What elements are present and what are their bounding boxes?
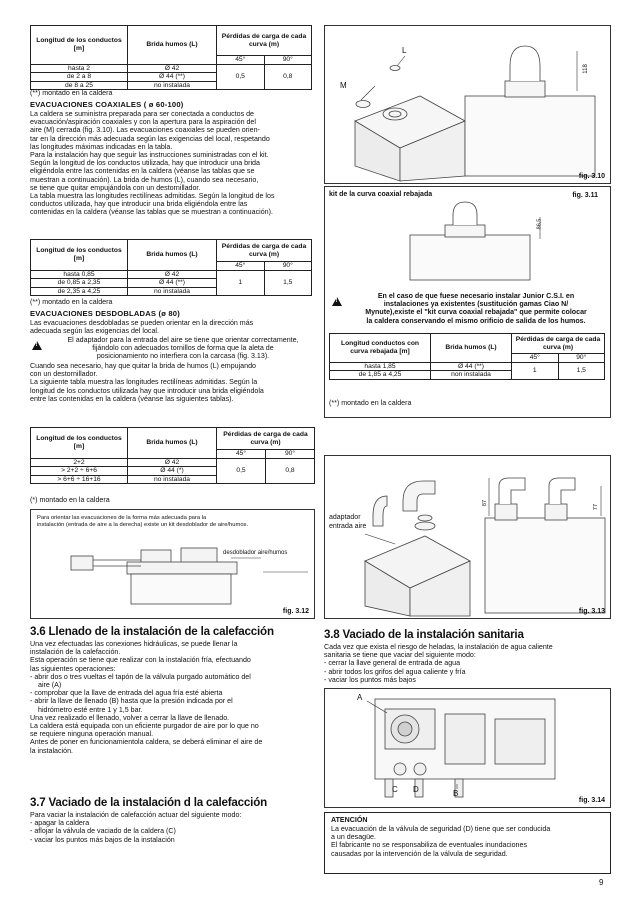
section-heading-coaxial: EVACUACIONES COAXIALES ( ø 60-100): [30, 100, 184, 109]
figure-caption: instalación (entrada de aire a la derecha) existe un kit desdoblador de aire/humos.: [37, 522, 249, 528]
warning-text: [52, 336, 314, 361]
table-footnote: (**) montado en la caldera: [329, 399, 412, 407]
label-A: A: [357, 693, 363, 702]
table-cell: no instalada: [128, 475, 217, 484]
dimension-label: 118: [582, 64, 589, 74]
col-header-90: 90°: [266, 450, 315, 459]
table-cell: > 6+6 ÷ 16+16: [31, 475, 128, 484]
text-line: Según la longitud de los conductos utilizada, hay que introducir una brida: [30, 159, 260, 168]
section-3-7-text: [30, 811, 315, 844]
section-title-3-8: 3.8 Vaciado de la instalación sanitaria: [324, 628, 524, 641]
table-cell: 1,5: [264, 270, 312, 296]
flange-table-split: [30, 427, 315, 484]
flange-table-coaxial-1: [30, 25, 312, 90]
text-line: hidrómetro esté entre 1 y 1,5 bar.: [38, 705, 143, 714]
figure-title: kit de la curva coaxial rebajada: [329, 191, 433, 198]
text-line: muestran a continuación). La brida de humos (L), cuando sea necesario,: [30, 175, 259, 184]
text-line: Las evacuaciones desdobladas se pueden orientar en la dirección más: [30, 319, 254, 327]
warning-icon: [32, 337, 42, 355]
text-line: Una vez efectuadas las conexiones hidráulicas, se puede llenar la: [30, 640, 238, 648]
figure-label-air-inlet: entrada aire: [329, 523, 367, 530]
text-line: las longitudes máximas indicadas en la tabla.: [30, 142, 173, 151]
label-M: M: [340, 81, 347, 90]
text-line: - aflojar la válvula de vaciado de la caldera (C): [30, 827, 176, 836]
text-line: sanitaria se tiene que vaciar del siguiente modo:: [324, 651, 476, 660]
text-line: El adaptador para la entrada del aire se tiene que orientar correctamente,: [67, 336, 299, 344]
table-footnote: (**) montado en la caldera: [30, 89, 113, 97]
text-line: - cerrar la llave general de entrada de agua: [324, 659, 461, 668]
table-cell: hasta 2: [31, 64, 128, 73]
col-header-45: 45°: [217, 56, 265, 65]
col-header-loss: Pérdidas de carga de cada curva (m): [512, 334, 605, 354]
attention-box: [324, 812, 611, 874]
section-3-8-text: [324, 643, 614, 684]
label-C: C: [392, 785, 398, 794]
attention-text: [331, 825, 605, 858]
text-line: - abrir la llave de llenado (B) hasta que la presión indicada por el: [30, 697, 233, 706]
text-line: En el caso de que fuese necesario instalar Junior C.S.I. en: [377, 292, 575, 300]
figure-number: fig. 3.13: [578, 608, 605, 615]
dimension-label: 86,5: [536, 218, 543, 230]
table-cell: de 1,85 a 4,25: [330, 371, 431, 380]
hydraulic-group-drawing: [325, 689, 610, 807]
section-3-6-text: [30, 640, 315, 755]
text-line: tar en la dirección más adecuada según las exigencias del local, respetando: [30, 134, 270, 143]
text-line: - apagar la caldera: [30, 819, 90, 828]
text-line: - vaciar los puntos más bajos: [324, 675, 416, 684]
text-line: La caldera se suministra preparada para ser conectada a conductos de: [30, 110, 254, 118]
text-line: se requiere ninguna operación manual.: [30, 730, 154, 739]
text-line: Para la instalación hay que seguir las instrucciones suministradas con el kit.: [30, 151, 269, 160]
figure-number: fig. 3.11: [572, 192, 598, 199]
low-bend-kit-drawing: [325, 187, 610, 297]
table-cell: Ø 44 (**): [431, 362, 512, 371]
text-line: fijándolo con adecuados tornillos de forma que la aleta de: [92, 344, 274, 353]
split-text: [30, 319, 315, 335]
text-line: a un desagüe.: [331, 833, 376, 842]
figure-caption: Para orientar las evacuaciones de la forma más adecuada para la: [37, 515, 207, 521]
figure-label-adapter: adaptador: [329, 514, 361, 521]
text-line: con un destornillador.: [30, 370, 98, 379]
col-header-loss: Pérdidas de carga de cada curva (m): [217, 26, 312, 56]
text-line: El fabricante no se responsabiliza de eventuales inundaciones: [331, 841, 527, 850]
col-header-length: Longitud de los conductos [m]: [31, 240, 128, 271]
text-line: la instalación.: [30, 746, 73, 755]
table-cell: Ø 44 (**): [128, 73, 217, 82]
text-line: instalación de la calefacción.: [30, 648, 121, 657]
warning-text: [347, 292, 605, 325]
text-line: causadas por la intervención de la válvula de seguridad.: [331, 849, 508, 858]
coaxial-boiler-drawing: [325, 26, 610, 183]
table-cell: 0,8: [264, 64, 312, 90]
text-line: aire (M) cerrada (fig. 3.10). Las evacuaciones coaxiales se pueden orien-: [30, 126, 260, 135]
text-line: evacuación/aspiración coaxiales y con la apertura para la aspiración del: [30, 118, 256, 127]
table-cell: no instalada: [128, 287, 217, 296]
page-number: 9: [599, 878, 604, 887]
text-line: adecuada según las exigencias del local.: [30, 327, 159, 336]
label-L: L: [402, 46, 407, 55]
figure-number: fig. 3.10: [578, 173, 605, 180]
table-cell: Ø 42: [128, 458, 217, 467]
warning-icon: [332, 293, 342, 311]
col-header-45: 45°: [512, 354, 559, 363]
dimension-label: 87: [482, 499, 489, 507]
figure-number: fig. 3.14: [578, 797, 605, 804]
table-cell: 0,5: [217, 64, 265, 90]
col-header-loss: Pérdidas de carga de cada curva (m): [217, 428, 315, 450]
text-line: la caldera conservando el mismo orificio de salida de los humos.: [366, 316, 586, 325]
table-cell: Ø 44 (*): [128, 467, 217, 476]
table-cell: no instalada: [128, 81, 217, 90]
table-cell: 1: [217, 270, 265, 296]
col-header-loss: Pérdidas de carga de cada curva (m): [217, 240, 312, 262]
text-line: longitud de los conductos utilizada hay que introducir una brida eligiéndola: [30, 386, 264, 395]
flange-table-coaxial-2: [30, 239, 312, 296]
text-line: - abrir todos los grifos del agua caliente y fría: [324, 667, 466, 676]
table-cell: non instalada: [431, 371, 512, 380]
text-line: Mynute),existe el "kit curva coaxial rebajada" que permite colocar: [365, 308, 587, 317]
attention-title: ATENCIÓN: [331, 816, 368, 824]
col-header-90: 90°: [264, 262, 312, 271]
table-cell: 2+2: [31, 458, 128, 467]
table-cell: Ø 44 (**): [128, 279, 217, 288]
text-line: Para vaciar la instalación de calefacción actuar del siguiente modo:: [30, 811, 242, 819]
col-header-90: 90°: [264, 56, 312, 65]
coaxial-text: [30, 110, 315, 217]
table-cell: 0,5: [217, 458, 266, 484]
col-header-length: Longitud conductos con curva rebajada [m]: [330, 334, 431, 363]
table-cell: de 2 a 8: [31, 73, 128, 82]
table-cell: 1: [512, 362, 559, 379]
text-line: - comprobar que la llave de entrada del agua fría esté abierta: [30, 689, 223, 698]
text-line: eligiéndola entre las contenidas en la caldera (véanse las tablas que se: [30, 167, 255, 176]
figure-3-12: [30, 509, 315, 619]
text-line: se tiene que quitar empujándola con un destornillador.: [30, 183, 201, 192]
col-header-flange: Brida humos (L): [128, 428, 217, 459]
label-D: D: [413, 785, 419, 794]
table-cell: Ø 42: [128, 270, 217, 279]
figure-3-13: [324, 455, 611, 619]
air-inlet-adapter-drawing: [325, 456, 610, 618]
figure-3-10: [324, 25, 611, 184]
text-line: La caldera está equipada con un eficiente purgador de aire por lo que no: [30, 722, 259, 731]
text-line: aire (A): [38, 681, 62, 690]
table-cell: 0,8: [266, 458, 315, 484]
section-title-3-7: 3.7 Vaciado de la instalación d la calefacción: [30, 796, 267, 809]
figure-number: fig. 3.12: [282, 608, 309, 615]
figure-label-splitter: desdoblador aire/humos: [223, 550, 288, 556]
dimension-label: 77: [593, 503, 600, 511]
table-cell: > 2+2 ÷ 6+6: [31, 467, 128, 476]
col-header-45: 45°: [217, 262, 265, 271]
col-header-flange: Brida humos (L): [128, 240, 217, 271]
figure-3-14: [324, 688, 611, 808]
text-line: La siguiente tabla muestra las longitudes rectilíneas admitidas. Según la: [30, 378, 258, 387]
text-line: Cada vez que exista el riesgo de heladas, la instalación de agua caliente: [324, 643, 553, 651]
label-B: B: [453, 789, 459, 798]
col-header-90: 90°: [558, 354, 605, 363]
table-cell: de 2,35 a 4,25: [31, 287, 128, 296]
text-line: Esta operación se tiene que realizar con la instalación fría, efectuando: [30, 656, 251, 665]
table-cell: hasta 1,85: [330, 362, 431, 371]
text-line: las siguientes operaciones:: [30, 664, 116, 673]
table-cell: Ø 42: [128, 64, 217, 73]
table-cell: de 0,85 a 2,35: [31, 279, 128, 288]
col-header-length: Longitud de los conductos [m]: [31, 26, 128, 65]
table-cell: hasta 0,85: [31, 270, 128, 279]
text-line: Antes de poner en funcionamientola caldera, se deberá eliminar el aire de: [30, 738, 263, 747]
text-line: - abrir dos o tres vueltas el tapón de la válvula purgado automático del: [30, 672, 251, 681]
text-line: contenidas en la caldera (véanse las tablas que se muestran a continuación).: [30, 208, 273, 217]
col-header-length: Longitud de los conductos [m]: [31, 428, 128, 459]
figure-3-11: [324, 186, 611, 418]
col-header-flange: Brida humos (L): [431, 334, 512, 363]
section-title-3-6: 3.6 Llenado de la instalación de la calefacción: [30, 625, 274, 638]
flange-table-low-bend: [329, 333, 605, 380]
table-cell: de 8 a 25: [31, 81, 128, 90]
text-line: La tabla muestra las longitudes rectilíneas admitidas. Según la longitud de los: [30, 192, 275, 201]
text-line: - vaciar los puntos más bajos de la instalación: [30, 835, 175, 844]
text-line: conductos utilizada, hay que introducir una brida eligiéndola entre las: [30, 200, 248, 209]
table-footnote: (*) montado en la caldera: [30, 496, 110, 504]
text-line: entre las contenidas en la caldera (véanse las siguientes tablas).: [30, 394, 234, 403]
section-heading-split: EVACUACIONES DESDOBLADAS (ø 80): [30, 309, 180, 318]
split-text-2: [30, 362, 315, 403]
text-line: La evacuación de la válvula de seguridad (D) tiene que ser conducida: [331, 825, 551, 833]
col-header-45: 45°: [217, 450, 266, 459]
text-line: Una vez realizado el llenado, volver a cerrar la llave de llenado.: [30, 713, 230, 722]
text-line: Cuando sea necesario, hay que quitar la brida de humos (L) empujando: [30, 362, 256, 370]
text-line: instalaciones ya existentes (sustitución gamas Ciao N/: [383, 300, 569, 309]
table-cell: 1,5: [558, 362, 605, 379]
splitter-kit-drawing: [31, 510, 314, 618]
col-header-flange: Brida humos (L): [128, 26, 217, 65]
text-line: posicionamiento no interfiera con la carcasa (fig. 3.13).: [96, 352, 270, 361]
table-footnote: (**) montado en la caldera: [30, 298, 113, 306]
